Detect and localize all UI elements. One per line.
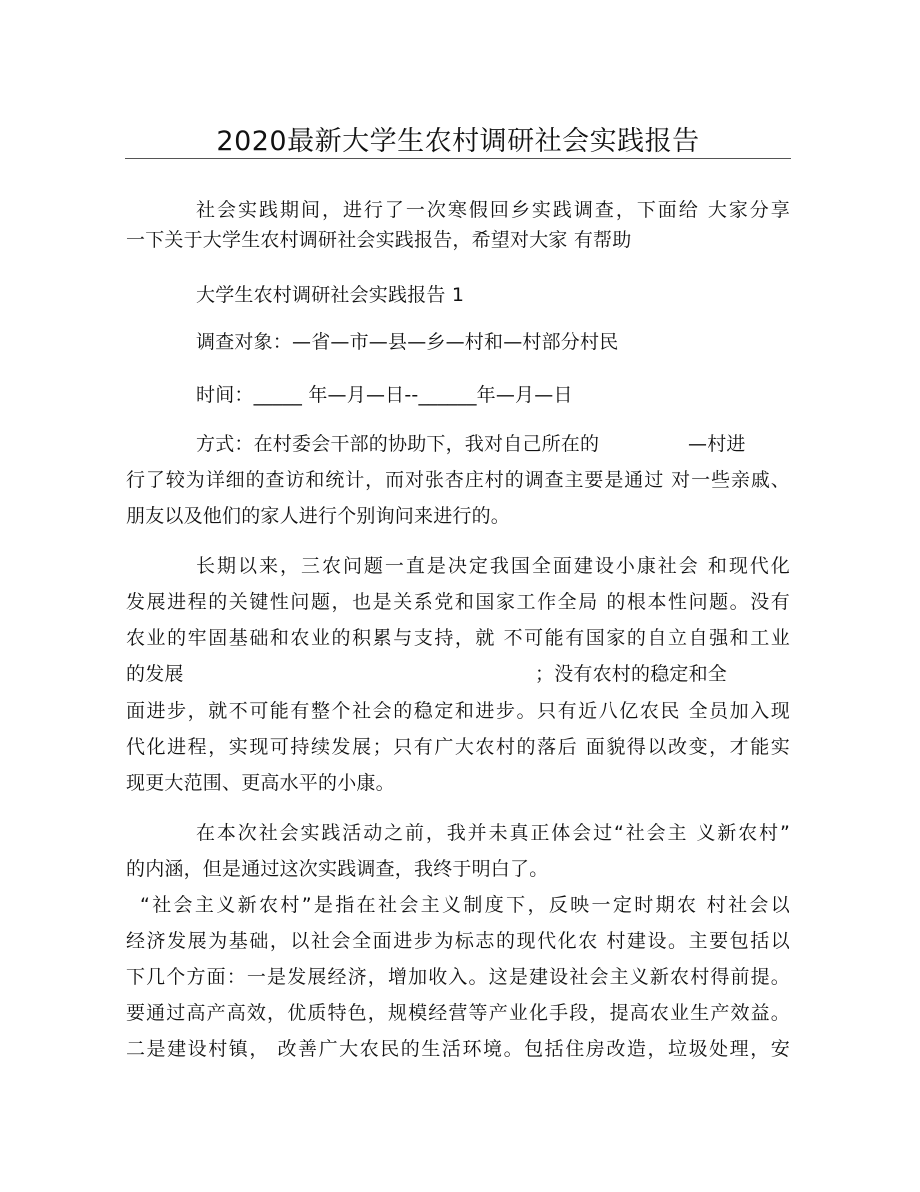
paragraph-line: 代化进程，实现可持续发展；只有广大农村的落后 面貌得以改变，才能实 [126,736,790,758]
paragraph-line: 下几个方面：一是发展经济，增加收入。这是建设社会主义新农村得前提。 [126,966,790,988]
paragraph-line: ；没有农村的稳定和全 [535,663,728,685]
paragraph-line: 要通过高产高效，优质特色，规模经营等产业化手段，提高农业生产效益。 [126,1002,790,1024]
paragraph-line: 发展进程的关键性问题，也是关系党和国家工作全局 的根本性问题。没有 [126,591,790,613]
title-underline [125,158,791,159]
paragraph-line: 行了较为详细的查访和统计，而对张杏庄村的调查主要是通过 对一些亲戚、 [126,469,790,491]
paragraph-line: 朋友以及他们的家人进行个别询问来进行的。 [126,505,511,527]
paragraph-line: 二是建设村镇， 改善广大农民的生活环境。包括住房改造，垃圾处理，安 [126,1038,790,1060]
section-heading: 大学生农村调研社会实践报告 1 [196,284,465,306]
paragraph-line: 在本次社会实践活动之前，我并未真正体会过“社会主 义新农村” [196,822,790,844]
paragraph-line: 的发展 [126,663,184,685]
paragraph-line: 调查对象：—省—市—县—乡—村和—村部分村民 [196,331,619,353]
paragraph-line: 面进步，就不可能有整个社会的稳定和进步。只有近八亿农民 全员加入现 [126,700,790,722]
paragraph-line: 的内涵，但是通过这次实践调查，我终于明白了。 [126,858,549,880]
paragraph-line: 社会实践期间，进行了一次寒假回乡实践调查，下面给 大家分享 [196,199,790,221]
paragraph-line: 一下关于大学生农村调研社会实践报告，希望对大家 有帮助 [126,229,632,251]
paragraph-line: 农业的牢固基础和农业的积累与支持，就 不可能有国家的自立自强和工业 [126,627,790,649]
paragraph-line: 经济发展为基础，以社会全面进步为标志的现代化农 村建设。主要包括以 [126,930,790,952]
paragraph-line: 方式：在村委会干部的协助下，我对自己所在的 [196,433,600,455]
paragraph-line: 现更大范围、更高水平的小康。 [126,772,395,794]
paragraph-line: 时间：_____ 年—月—日--______年—月—日 [196,384,573,406]
paragraph-line: 长期以来，三农问题一直是决定我国全面建设小康社会 和现代化 [196,555,790,577]
paragraph-line: —村进 [688,433,746,455]
paragraph-line: “社会主义新农村”是指在社会主义制度下，反映一定时期农 村社会以 [140,894,790,916]
document-title: 2020最新大学生农村调研社会实践报告 [216,126,700,157]
